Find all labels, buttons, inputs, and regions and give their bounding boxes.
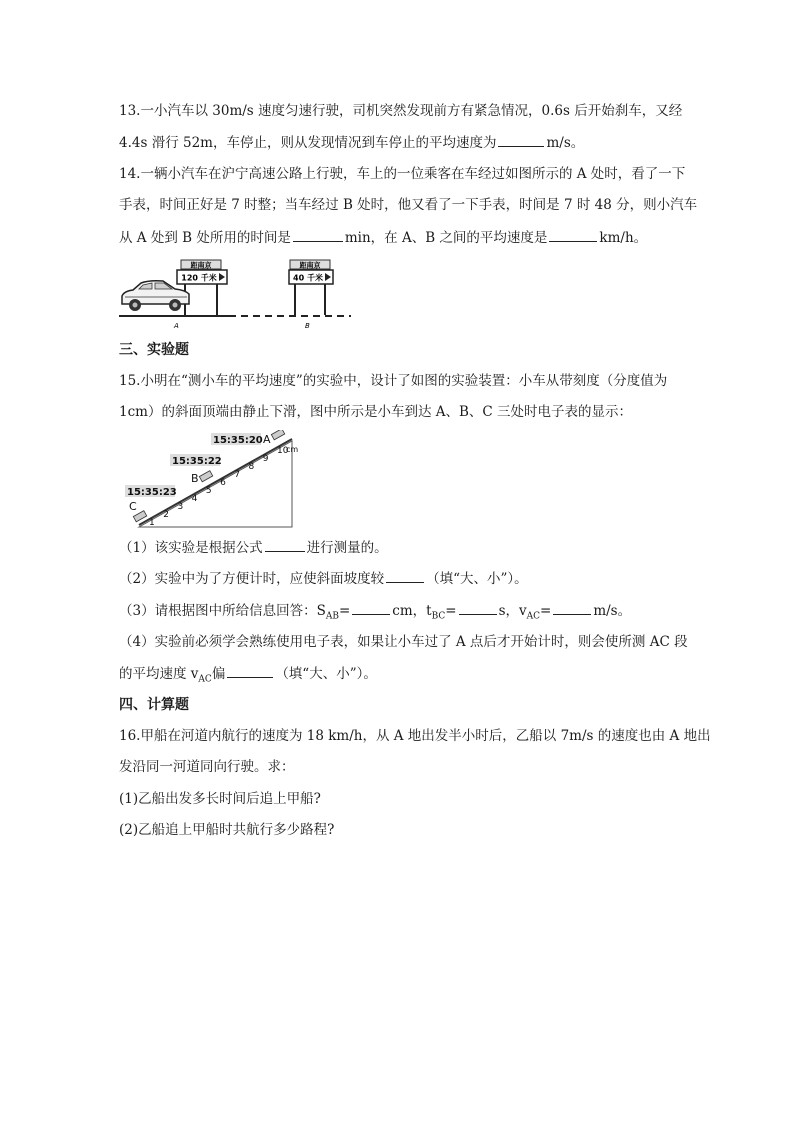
q15-sub3-eq1: =: [338, 603, 351, 619]
label-a: A: [263, 433, 271, 446]
q13-line-1: 13.一小汽车以 30m/s 速度匀速行驶，司机突然发现前方有紧急情况，0.6s 后开始刹车，又经: [119, 103, 683, 119]
q15-sub2-text-b: （填“大、小”）。: [426, 571, 528, 587]
sign-b-title: 距南京: [299, 261, 321, 270]
q14-line-2: 手表，时间正好是 7 时整；当车经过 B 处时，他又看了一下手表，时间是 7 时 48 分，则小汽车: [119, 197, 698, 213]
timer-a: 15:35:20: [213, 435, 263, 446]
scale-tick-label: 5: [205, 486, 212, 496]
q15-formula-blank[interactable]: [265, 537, 305, 552]
q15-vac-blank[interactable]: [553, 600, 591, 615]
q15-sub-2: [119, 568, 528, 589]
q15-sub1-text-a: （1）该实验是根据公式: [119, 540, 263, 556]
q15-sub-1: [119, 537, 388, 558]
q15-sub3-vac: AC: [526, 611, 541, 622]
q15-sub-3: [119, 600, 631, 627]
q16-sub-2: (2)乙船追上甲船时共航行多少路程?: [119, 822, 335, 838]
q15-sub4-text-b: 偏: [211, 666, 226, 682]
q15-tbc-blank[interactable]: [459, 600, 497, 615]
q13-line-2: [119, 132, 584, 153]
scale-tick-label: 6: [220, 478, 226, 488]
timer-c: 15:35:23: [127, 487, 177, 498]
scale-tick-label: 10: [277, 446, 289, 456]
q15-sub4-text-c: （填“大、小”）。: [275, 666, 377, 682]
q16-line-2: 发沿同一河道同向行驶。求：: [119, 759, 295, 775]
point-b-label: B: [305, 322, 310, 330]
section-4-title: 四、计算题: [119, 697, 189, 713]
scale-tick-label: 7: [234, 470, 241, 480]
q15-line-2: 1cm）的斜面顶端由静止下滑，图中所示是小车到达 A、B、C 三处时电子表的显示：: [119, 404, 633, 420]
q15-sub3-text-e: s，v: [498, 603, 527, 619]
point-a-label: A: [174, 322, 179, 330]
section-3-title: 三、实验题: [119, 342, 189, 358]
label-b: B: [191, 472, 199, 485]
q13-answer-blank[interactable]: [498, 132, 544, 147]
scale-tick-label: 9: [262, 454, 269, 464]
q16-line-1: 16.甲船在河道内航行的速度为 18 km/h，从 A 地出发半小时后，乙船以 7m/s 的速度也由 A 地出: [119, 728, 711, 744]
q14-line-1: 14.一辆小汽车在沪宁高速公路上行驶，车上的一位乘客在车经过如图所示的 A 处时，看了一下: [119, 166, 686, 182]
q15-sub-4-line-1: （4）实验前必须学会熟练使用电子表，如果让小车过了 A 点后才开始计时，则会使所测 AC 段: [119, 634, 688, 650]
q15-sab-blank[interactable]: [352, 600, 390, 615]
q14-line-3: [119, 227, 647, 248]
q15-sub3-tbc: BC: [431, 611, 446, 622]
q15-sub3-sab: AB: [325, 611, 339, 622]
q15-sub4-text-a: 的平均速度 v: [119, 666, 199, 682]
label-c: C: [129, 500, 137, 513]
incline-body: [139, 441, 292, 527]
q15-sub3-text-g: m/s。: [593, 603, 632, 619]
sign-a-value: 120 千米: [181, 273, 217, 283]
scale-tick-label: 4: [191, 494, 198, 504]
scale-tick-label: 8: [248, 462, 255, 472]
q15-figure: [125, 430, 307, 532]
scale-tick-label: 2: [163, 510, 169, 520]
scale-tick-label: 1: [149, 518, 155, 528]
q14-text-c: km/h。: [599, 230, 648, 246]
q15-sub4-sub: AC: [198, 674, 212, 685]
car-icon: [122, 281, 189, 311]
q14-time-blank[interactable]: [293, 227, 343, 242]
q15-sub3-text-a: （3）请根据图中所给信息回答：S: [119, 603, 326, 619]
q15-sub3-text-c: cm，t: [392, 603, 432, 619]
q13-text: 4.4s 滑行 52m，车停止，则从发现情况到车停止的平均速度为: [119, 135, 497, 151]
q15-sub3-eq2: =: [445, 603, 457, 619]
q15-slope-blank[interactable]: [386, 568, 424, 583]
cart-b-icon: [199, 471, 212, 482]
q14-speed-blank[interactable]: [549, 227, 597, 242]
timer-b: 15:35:22: [172, 456, 222, 467]
scale-tick-label: 3: [177, 502, 184, 512]
q16-sub-1: (1)乙船出发多长时间后追上甲船?: [119, 791, 321, 807]
scale-unit: cm: [286, 445, 299, 454]
q15-line-1: 15.小明在“测小车的平均速度”的实验中，设计了如图的实验装置：小车从带刻度（分度值为: [119, 373, 668, 389]
q15-sub1-text-b: 进行测量的。: [306, 540, 388, 556]
cart-a-icon: [271, 430, 284, 440]
q14-text-a: 从 A 处到 B 处所用的时间是: [119, 230, 291, 246]
q14-text-b: min，在 A、B 之间的平均速度是: [344, 230, 548, 246]
sign-a-title: 距南京: [190, 261, 212, 270]
q15-sub-4-line-2: [119, 663, 377, 690]
q13-unit: m/s。: [546, 135, 585, 151]
q15-sub2-text-a: （2）实验中为了方便计时，应使斜面坡度较: [119, 571, 385, 587]
sign-b-value: 40 千米: [293, 273, 323, 283]
q15-bias-blank[interactable]: [227, 663, 273, 678]
q15-sub3-eq3: =: [540, 603, 552, 619]
q14-figure: [119, 258, 351, 330]
